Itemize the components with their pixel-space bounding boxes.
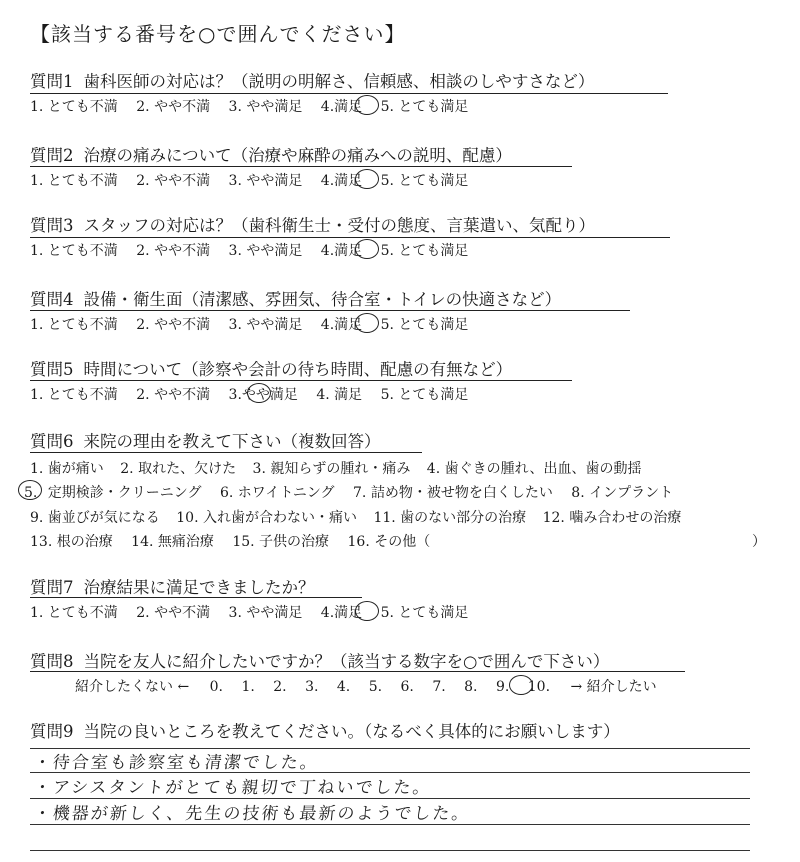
option-3[interactable]: 3.	[228, 387, 242, 403]
scale-8[interactable]: 8.	[464, 679, 478, 695]
option-4-label: 満足	[334, 243, 363, 259]
option-4[interactable]: 4.	[320, 173, 335, 189]
underline	[30, 452, 422, 453]
option-4[interactable]: 4. 満足	[316, 387, 363, 403]
option-4-label: 満足	[334, 317, 363, 333]
option-3[interactable]: 3. やや満足	[228, 243, 303, 259]
question-6	[30, 428, 381, 452]
underline	[30, 310, 630, 311]
option-5[interactable]: 5. とても満足	[380, 243, 469, 259]
question-number: 質問2	[30, 146, 74, 165]
reason-15[interactable]: 15. 子供の治療	[232, 534, 330, 550]
option-5[interactable]: 5. とても満足	[380, 387, 469, 403]
scale-7[interactable]: 7.	[432, 679, 446, 695]
reason-11[interactable]: 11. 歯のない部分の治療	[373, 510, 527, 526]
scale-0[interactable]: 0.	[209, 679, 223, 695]
option-2[interactable]: 2. やや不満	[136, 99, 211, 115]
option-3[interactable]: 3. やや満足	[228, 605, 303, 621]
option-1[interactable]: 1. とても不満	[30, 387, 118, 403]
other-close-paren: ）	[752, 534, 766, 550]
reason-3[interactable]: 3. 親知らずの腫れ・痛み	[252, 461, 411, 477]
reason-4[interactable]: 4. 歯ぐきの腫れ、出血、歯の動揺	[426, 461, 642, 477]
option-2[interactable]: 2. やや不満	[136, 317, 211, 333]
underline	[30, 166, 572, 167]
q4-options	[30, 314, 468, 334]
q1-options	[30, 96, 468, 116]
reason-9[interactable]: 9. 歯並びが気になる	[30, 510, 160, 526]
question-number: 質問5	[30, 360, 74, 379]
q6-row-2	[24, 482, 673, 502]
option-4[interactable]: 4.	[320, 99, 335, 115]
scale-5[interactable]: 5.	[368, 679, 383, 695]
question-3	[30, 212, 595, 236]
reason-8[interactable]: 8. インプラント	[571, 485, 674, 501]
question-text: 当院の良いところを教えてください。（なるべく具体的にお願いします）	[83, 722, 620, 741]
option-1[interactable]: 1. とても不満	[30, 99, 118, 115]
option-2[interactable]: 2. やや不満	[136, 173, 211, 189]
question-number: 質問9	[30, 722, 74, 741]
scale-4[interactable]: 4.	[336, 679, 351, 695]
question-9	[30, 718, 620, 742]
question-number: 質問3	[30, 216, 74, 235]
scale-left-label: 紹介したくない ←	[75, 679, 190, 695]
option-2[interactable]: 2. やや不満	[136, 243, 211, 259]
option-4[interactable]: 4.	[320, 243, 335, 259]
selection-circle	[355, 95, 379, 115]
question-4	[30, 286, 561, 310]
underline	[30, 380, 572, 381]
option-4[interactable]: 4.	[320, 605, 335, 621]
question-5	[30, 356, 512, 380]
handwritten-answer-1: ・待合室も診察室も清潔でした。	[32, 753, 320, 773]
option-1[interactable]: 1. とても不満	[30, 243, 118, 259]
option-3-label: やや満足	[241, 387, 298, 403]
reason-7[interactable]: 7. 詰め物・被せ物を白くしたい	[353, 485, 553, 501]
answer-line	[30, 824, 750, 825]
reason-1[interactable]: 1. 歯が痛い	[30, 461, 104, 477]
option-3[interactable]: 3. やや満足	[228, 173, 303, 189]
selection-circle	[355, 601, 379, 621]
question-number: 質問7	[30, 578, 74, 597]
selection-circle	[247, 383, 271, 403]
question-text: 治療の痛みについて（治療や麻酔の痛みへの説明、配慮）	[83, 146, 512, 165]
q6-row-4	[30, 531, 430, 551]
question-text: 設備・衛生面（清潔感、雰囲気、待合室・トイレの快適さなど）	[83, 290, 562, 309]
question-1	[30, 68, 594, 92]
handwritten-answer-2: ・アシスタントがとても親切で丁ねいでした。	[32, 778, 433, 798]
option-5[interactable]: 5. とても満足	[380, 99, 469, 115]
reason-5[interactable]: 5.	[24, 485, 38, 501]
question-text: スタッフの対応は？（歯科衛生士・受付の態度、言葉遣い、気配り）	[83, 216, 595, 235]
question-text: 歯科医師の対応は？（説明の明解さ、信頼感、相談のしやすさなど）	[83, 72, 595, 91]
answer-line	[30, 850, 750, 851]
scale-1[interactable]: 1.	[241, 679, 255, 695]
question-number: 質問1	[30, 72, 74, 91]
scale-2[interactable]: 2.	[273, 679, 287, 695]
reason-6[interactable]: 6. ホワイトニング	[220, 485, 335, 501]
selection-circle	[509, 675, 533, 695]
underline	[30, 93, 668, 94]
reason-12[interactable]: 12. 噛み合わせの治療	[542, 510, 682, 526]
question-2	[30, 142, 512, 166]
selection-circle	[355, 239, 379, 259]
option-3[interactable]: 3. やや満足	[228, 99, 303, 115]
reason-5-label: 定期検診・クリーニング	[47, 485, 202, 501]
question-number: 質問6	[30, 432, 74, 451]
option-2[interactable]: 2. やや不満	[136, 387, 211, 403]
option-5[interactable]: 5. とても満足	[380, 317, 469, 333]
handwritten-answer-3: ・機器が新しく、先生の技術も最新のようでした。	[32, 804, 472, 824]
scale-10[interactable]: 10.	[527, 679, 551, 695]
underline	[30, 597, 362, 598]
scale-3[interactable]: 3.	[305, 679, 319, 695]
question-text: 来院の理由を教えて下さい（複数回答）	[83, 432, 381, 451]
underline	[30, 237, 670, 238]
reason-2[interactable]: 2. 取れた、欠けた	[120, 461, 237, 477]
underline	[30, 671, 685, 672]
q6-row-1	[30, 458, 641, 478]
option-4-label: 満足	[334, 173, 363, 189]
question-text: 当院を友人に紹介したいですか？（該当する数字を○で囲んで下さい）	[83, 652, 610, 671]
option-1[interactable]: 1. とても不満	[30, 317, 118, 333]
option-1[interactable]: 1. とても不満	[30, 605, 118, 621]
question-number: 質問4	[30, 290, 74, 309]
q6-row-3	[30, 507, 681, 527]
q3-options	[30, 240, 468, 260]
page-title: 【該当する番号を○で囲んでください】	[30, 22, 406, 46]
question-text: 治療結果に満足できましたか？	[83, 578, 315, 597]
option-4-label: 満足	[334, 99, 363, 115]
scale-right-label: → 紹介したい	[570, 679, 657, 695]
selection-circle	[355, 169, 379, 189]
q2-options	[30, 170, 468, 190]
q7-options	[30, 602, 468, 622]
scale-9[interactable]: 9.	[495, 679, 510, 695]
selection-circle	[355, 313, 379, 333]
reason-10[interactable]: 10. 入れ歯が合わない・痛い	[176, 510, 357, 526]
option-4-label: 満足	[334, 605, 363, 621]
question-8	[30, 648, 609, 672]
question-7	[30, 574, 315, 598]
option-2[interactable]: 2. やや不満	[136, 605, 211, 621]
question-number: 質問8	[30, 652, 74, 671]
question-text: 時間について（診察や会計の待ち時間、配慮の有無など）	[83, 360, 513, 379]
q8-scale	[75, 676, 657, 696]
reason-16-other[interactable]: 16. その他（	[347, 534, 431, 550]
scale-6[interactable]: 6.	[400, 679, 414, 695]
option-4[interactable]: 4.	[320, 317, 335, 333]
option-3[interactable]: 3. やや満足	[228, 317, 303, 333]
option-1[interactable]: 1. とても不満	[30, 173, 118, 189]
reason-14[interactable]: 14. 無痛治療	[131, 534, 214, 550]
option-5[interactable]: 5. とても満足	[380, 605, 469, 621]
option-5[interactable]: 5. とても満足	[380, 173, 469, 189]
selection-circle	[18, 480, 42, 500]
reason-13[interactable]: 13. 根の治療	[30, 534, 113, 550]
